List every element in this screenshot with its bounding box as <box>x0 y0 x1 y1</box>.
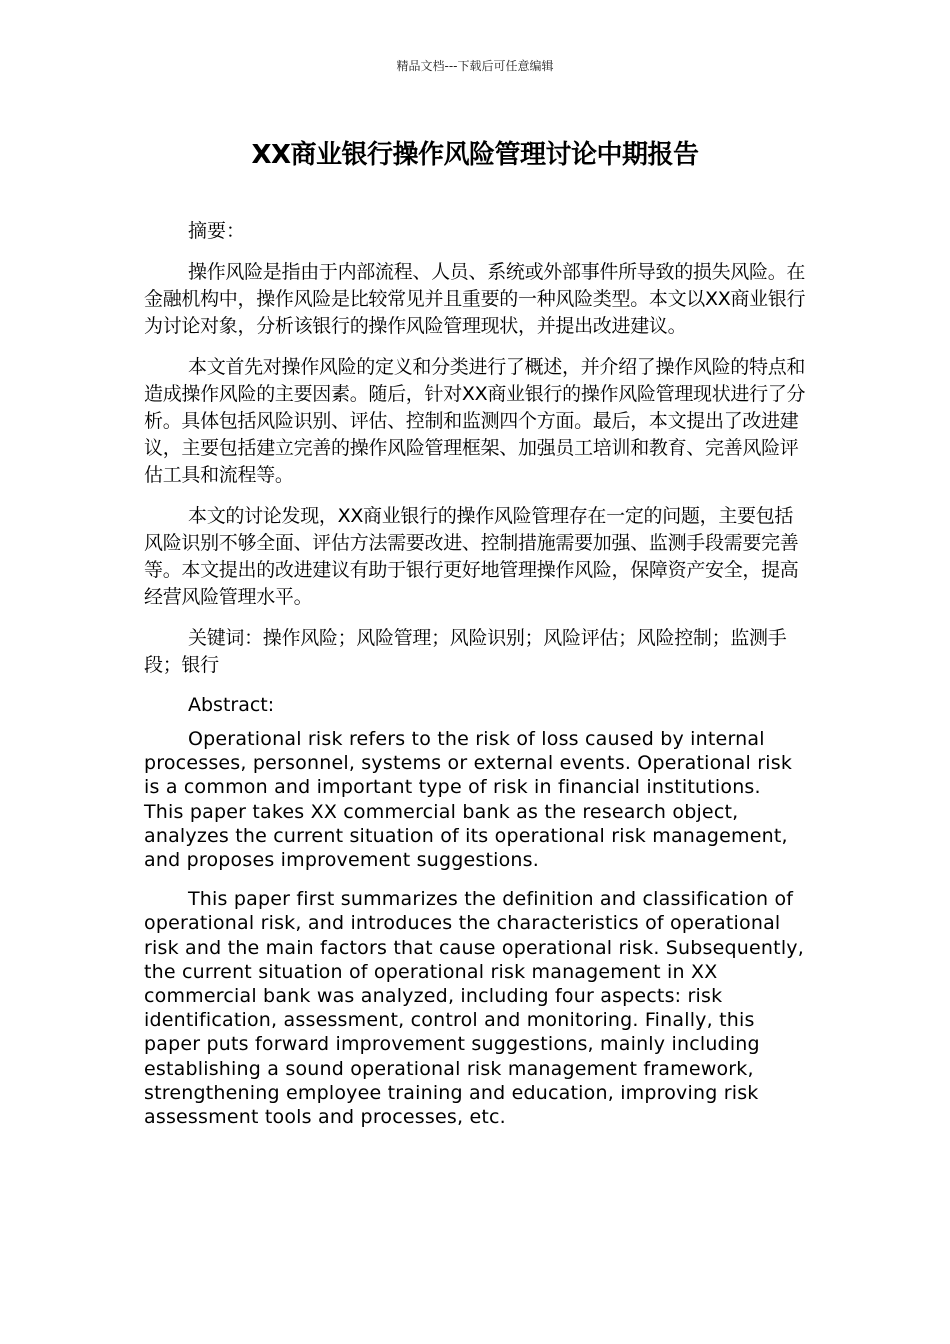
document-body <box>144 218 806 1144</box>
keywords-paragraph: 关键词：操作风险；风险管理；风险识别；风险评估；风险控制；监测手段；银行 <box>144 627 787 676</box>
abstract-cn-label: 摘要： <box>188 220 246 242</box>
page-header: 精品文档---下载后可任意编辑 <box>396 59 554 73</box>
abstract-cn-paragraph: 本文的讨论发现，XX商业银行的操作风险管理存在一定的问题，主要包括风险识别不够全面、评估方法需要改进、控制措施需要加强、监测手段需要完善等。本文提出的改进建议有助于银行更好地管理操作风险，保障资产安全，提高经营风险管理水平。 <box>144 505 799 608</box>
abstract-en-paragraph: Operational risk refers to the risk of loss caused by internal processes, personnel, systems or external events. Operational risk is a common and important type of risk in financial institutions. This paper takes XX commercial bank as the research object, analyzes the current situation of its operational risk management, and proposes improvement suggestions. <box>144 728 793 872</box>
abstract-cn-paragraph: 本文首先对操作风险的定义和分类进行了概述，并介绍了操作风险的特点和造成操作风险的主要因素。随后，针对XX商业银行的操作风险管理现状进行了分析。具体包括风险识别、评估、控制和监测四个方面。最后，本文提出了改进建议，主要包括建立完善的操作风险管理框架、加强员工培训和教育、完善风险评估工具和流程等。 <box>144 356 806 486</box>
document-title: XX商业银行操作风险管理讨论中期报告 <box>251 140 699 170</box>
abstract-en-label: Abstract: <box>188 694 275 716</box>
abstract-cn-paragraph: 操作风险是指由于内部流程、人员、系统或外部事件所导致的损失风险。在金融机构中，操作风险是比较常见并且重要的一种风险类型。本文以XX商业银行为讨论对象，分析该银行的操作风险管理现状，并提出改进建议。 <box>144 261 806 337</box>
abstract-en-paragraph: This paper first summarizes the definition and classification of operational risk, and introduces the characteristics of operational risk and the main factors that cause operational risk. Subsequently, the current situation of operational risk management in XX commercial bank was analyzed, including four aspects: risk identification, assessment, control and monitoring. Finally, this paper puts forward improvement suggestions, mainly including establishing a sound operational risk management framework, strengthening employee training and education, improving risk assessment tools and processes, etc. <box>144 888 804 1129</box>
